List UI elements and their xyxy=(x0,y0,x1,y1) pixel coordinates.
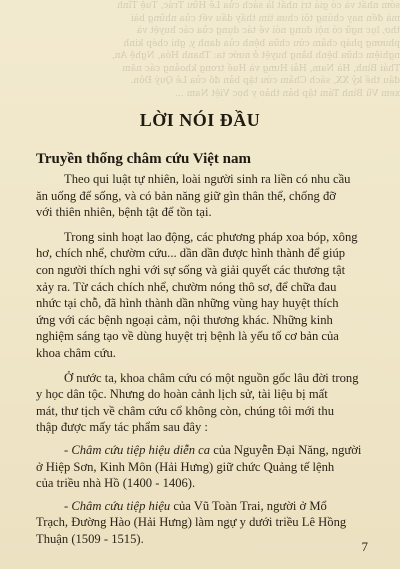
book-title: Châm cứu tiệp hiệu xyxy=(71,498,171,513)
text-line: Trong sinh hoạt lao động, các phương pháp xoa bóp, xông xyxy=(64,229,358,244)
bleed-line: Thái Bình, Hà Nam, Hải Hưng và Huế trong khoảng các năm xyxy=(122,63,400,74)
paragraph-5 xyxy=(36,498,378,548)
text-line: Thuận (1509 - 1515). xyxy=(36,531,144,546)
bleed-line: đầu thế kỷ XX, sách Châm cứu tập bản đồ của Lê Quý Đôn. xyxy=(130,76,400,86)
paragraph-1 xyxy=(36,171,378,221)
text-line: mát, thư tịch về châm cứu cổ không còn, chúng tôi mới thu xyxy=(36,403,335,418)
list-dash: - xyxy=(64,498,72,513)
text-line: khoa châm cứu. xyxy=(36,345,116,360)
bleed-line: xem Vũ Bình Tám tập bản thảo y học Việt Nam ... xyxy=(175,88,400,99)
text-line: Ở nước ta, khoa châm cứu có một nguồn gốc lâu đời trong xyxy=(64,370,359,385)
paragraph-3 xyxy=(36,370,378,436)
text-fragment: của Vũ Toàn Trai, người ở Mổ xyxy=(170,498,327,513)
text-line xyxy=(36,442,378,459)
paragraph-4 xyxy=(36,442,378,492)
page-number: 7 xyxy=(361,539,368,554)
list-dash: - xyxy=(64,442,72,457)
paragraph-2 xyxy=(36,229,378,362)
text-fragment: của Nguyễn Đại Năng, người xyxy=(210,442,362,457)
text-line: ứng với các bệnh ngoại cảm, nội thương khác. Những kinh xyxy=(36,312,333,327)
text-line: con người thích nghi với sự sống và giải quyết các thương tật xyxy=(36,262,346,277)
text-line: ăn uống để sống, và có bản năng giữ gìn thân thể, chống đỡ xyxy=(36,188,336,203)
text-line: của triều nhà Hồ (1400 - 1406). xyxy=(36,476,196,491)
book-title: Châm cứu tiệp hiệu diễn ca xyxy=(71,442,211,457)
bleed-through-text xyxy=(111,0,400,110)
text-line: Theo qui luật tự nhiên, loài người sinh ra liền có nhu cầu xyxy=(64,172,351,186)
text-line: y học dân tộc. Nhưng do hoàn cảnh lịch sử, tài liệu bị mất xyxy=(36,387,328,402)
section-title: Truyền thống châm cứu Việt nam xyxy=(36,151,251,167)
text-line: thập được mấy tác phẩm sau đây : xyxy=(36,420,208,435)
bleed-line: mà đến nay chúng tôi chưa tìm thấy dấu vết của những bài xyxy=(130,13,400,24)
text-line xyxy=(36,498,378,515)
bleed-line: sớm nhất và có giá trị nhất là sách của Lê Hữu Trác, Tuệ Tĩnh xyxy=(117,1,400,11)
text-line: nghiệm sáng tạo về dùng huyệt trị bệnh là yếu tố cơ bản của xyxy=(36,329,339,344)
bleed-line: phương pháp châm cứu chữa bệnh của danh y, ghi chép kinh xyxy=(123,38,400,49)
text-line: hơ, chích nhể, chườm cứu... dần dần được hình thành để giúp xyxy=(36,246,346,261)
body-text xyxy=(36,171,378,547)
text-line: với thiên nhiên, bệnh tật để tồn tại. xyxy=(36,205,212,220)
text-line: Trạch, Đường Hào (Hải Hưng) làm ngự y dưới triều Lê Hồng xyxy=(36,515,347,530)
text-line: xảy ra. Từ cách chích nhể, chườm nóng thô sơ, để chữa đau xyxy=(36,279,337,294)
bleed-line: thơ, lục ngữ có nội dung nói về tác dụng của các huyệt và xyxy=(136,26,400,36)
page-heading: LỜI NÓI ĐẦU xyxy=(139,110,261,130)
text-line: ở Hiệp Sơn, Kinh Môn (Hải Hưng) giữ chức Quảng tế lệnh xyxy=(36,459,335,474)
text-line: nhức tại chỗ, đã hình thành dần những vùng hay huyệt thích xyxy=(36,296,339,311)
bleed-line: nghiệm chữa bệnh bằng huyệt ở nước ta: Thanh Hóa, Nghệ An, xyxy=(111,51,400,61)
